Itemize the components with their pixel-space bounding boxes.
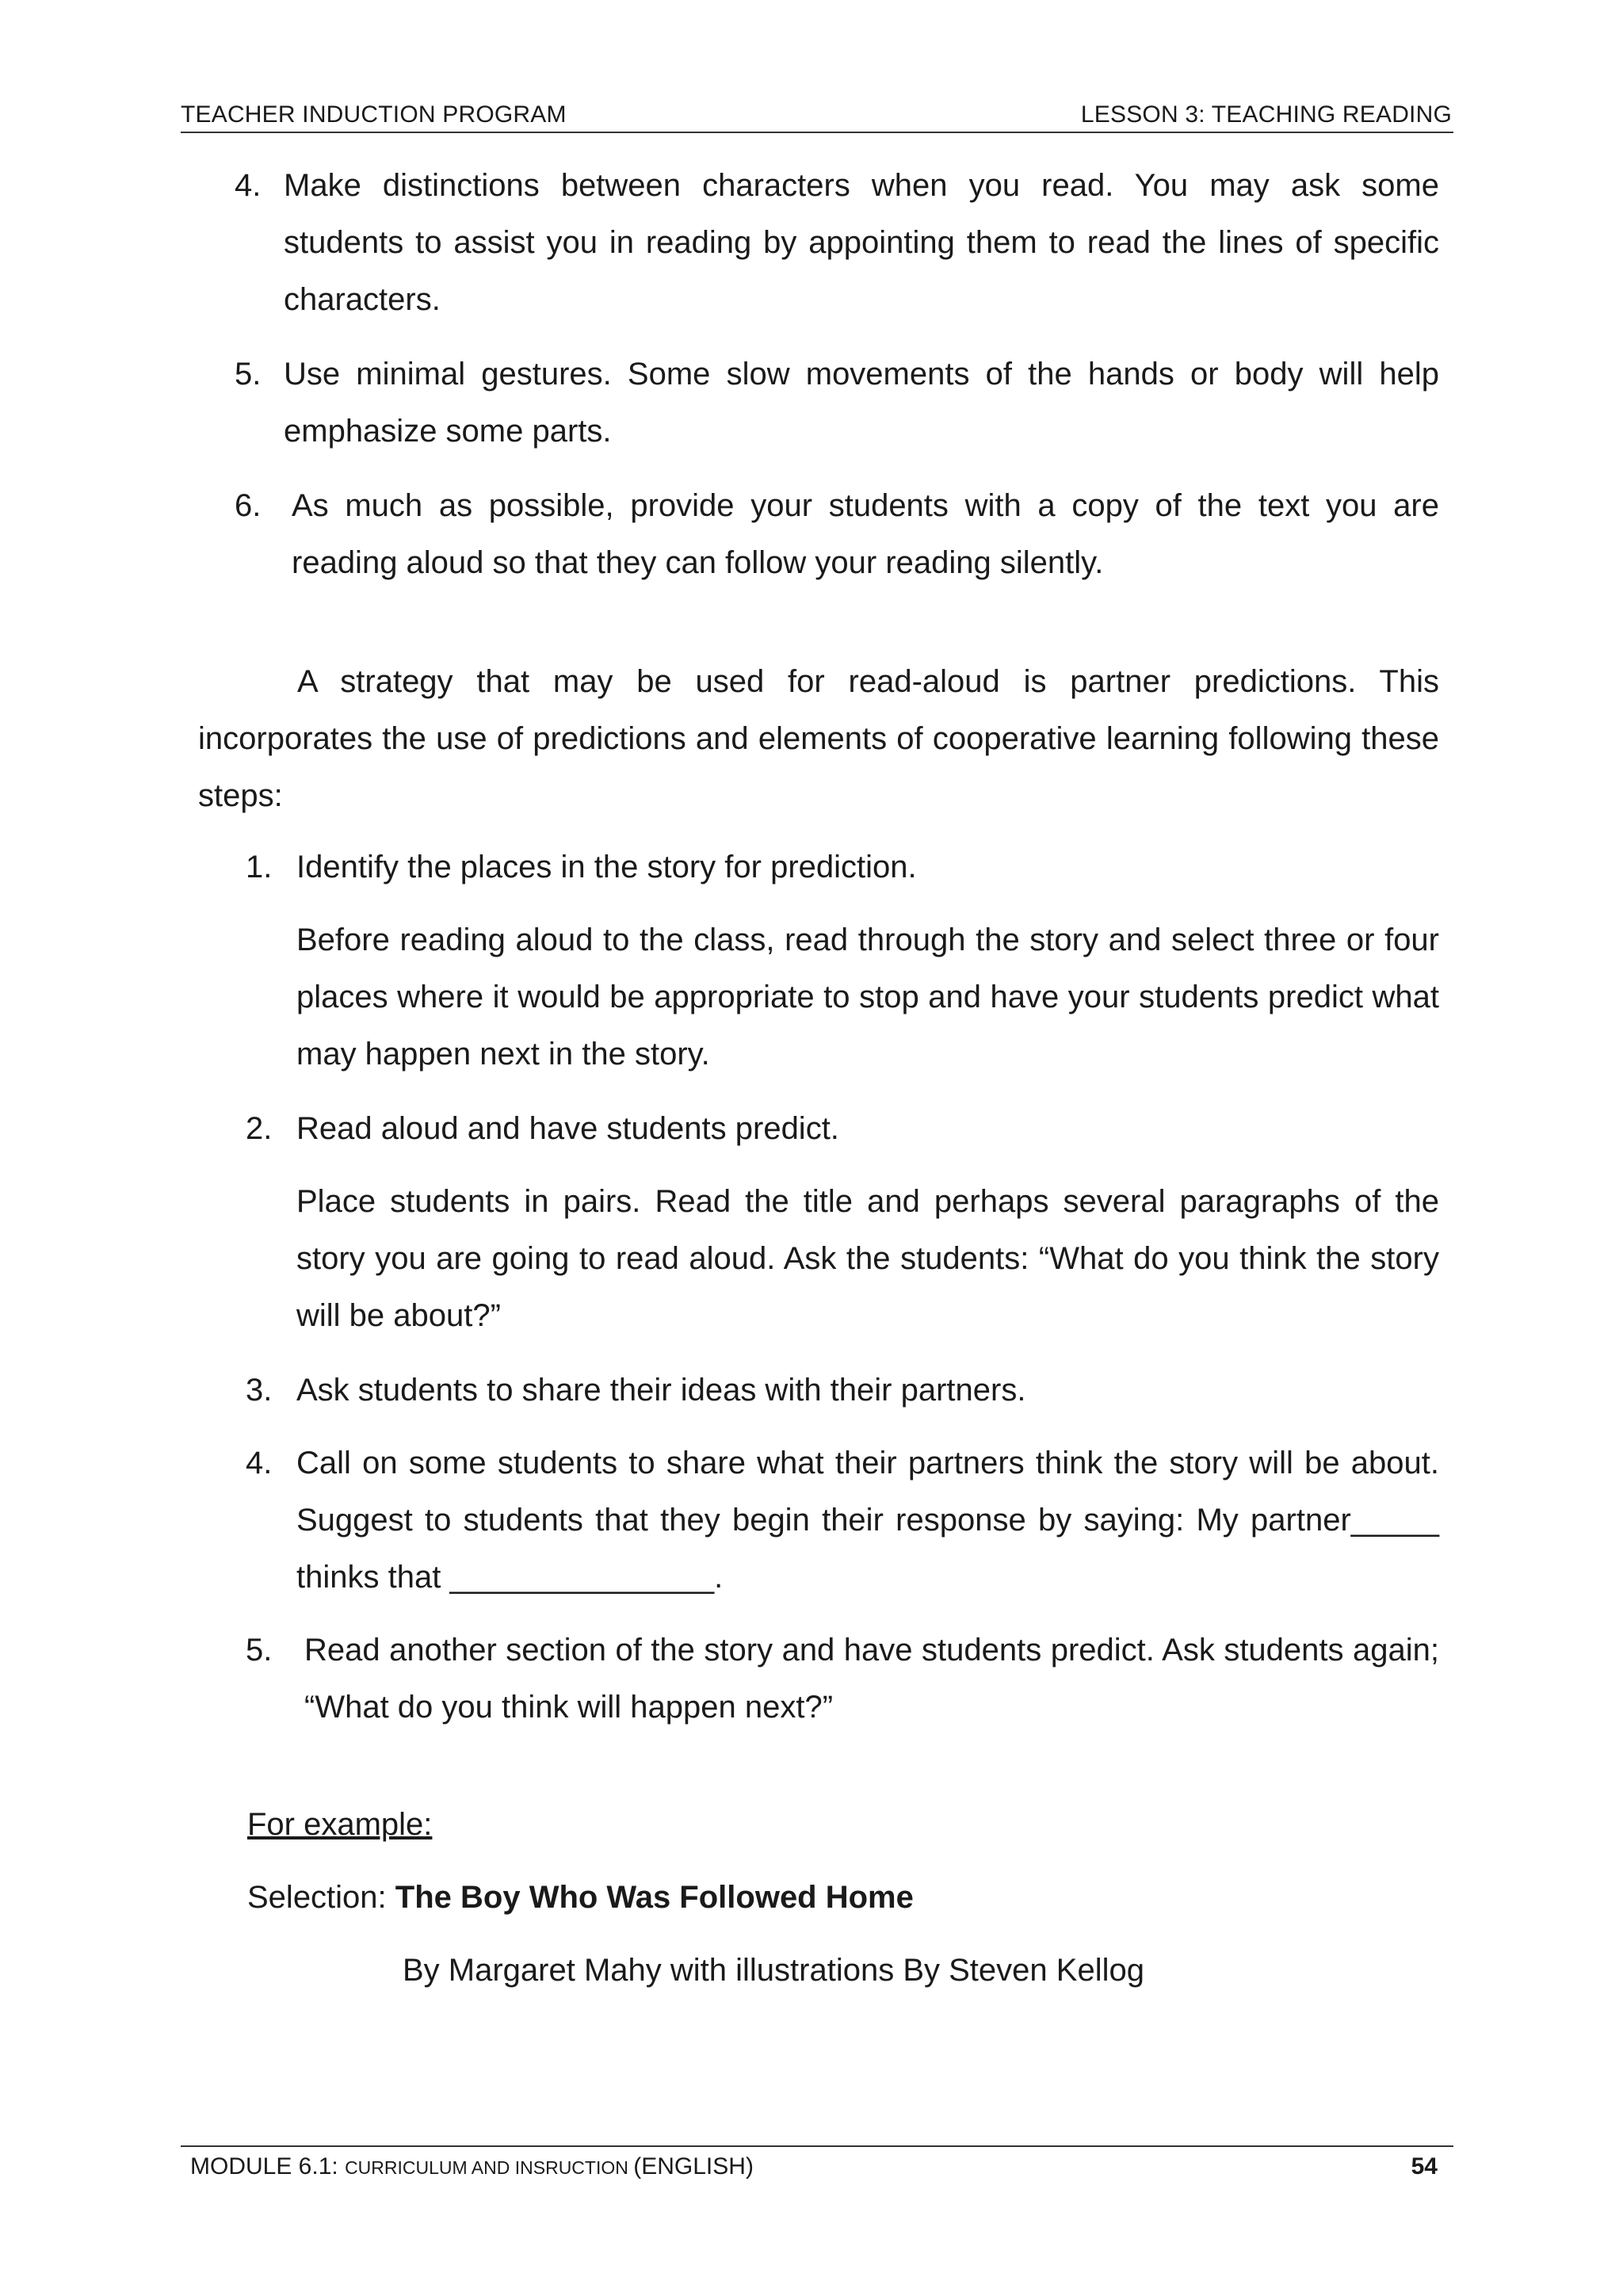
step-item <box>246 839 1439 896</box>
step-detail-text: Place students in pairs. Read the title and perhaps several paragraphs of the story you are going to read aloud. Ask the students: “What do you think the story will be about?” <box>296 1184 1439 1333</box>
step-item <box>246 1435 1439 1606</box>
selection-title: The Boy Who Was Followed Home <box>395 1880 914 1915</box>
step-item <box>246 1100 1439 1157</box>
list-text: Use minimal gestures. Some slow movements of the hands or body will help emphasize some parts. <box>284 357 1439 449</box>
step-text: Identify the places in the story for prediction. <box>296 850 917 884</box>
footer-module-title: CURRICULUM AND INSRUCTION <box>345 2157 634 2178</box>
header-lesson: LESSON 3: TEACHING READING <box>1080 101 1452 128</box>
list-number: 4. <box>235 168 262 203</box>
example-selection <box>247 1869 1436 1926</box>
step-number: 1. <box>246 850 273 884</box>
selection-label: Selection: <box>247 1880 395 1915</box>
list-item <box>235 346 1439 460</box>
step-text: Call on some students to share what their partners think the story will be about. Suggest to students that they begin their response by saying: My partner_____ thinks that _______________. <box>296 1446 1439 1595</box>
example-heading-text: For example: <box>247 1807 433 1842</box>
list-text: As much as possible, provide your students with a copy of the text you are reading aloud so that they can follow your reading silently. <box>292 488 1439 580</box>
step-number: 3. <box>246 1373 273 1408</box>
step-number: 5. <box>246 1633 273 1668</box>
step-detail <box>296 1173 1439 1344</box>
step-number: 4. <box>246 1446 273 1480</box>
example-heading <box>247 1796 881 1853</box>
footer-module-label: MODULE 6.1: <box>190 2153 346 2179</box>
list-number: 6. <box>235 488 262 523</box>
step-item <box>246 1362 1439 1419</box>
step-detail-text: Before reading aloud to the class, read through the story and select three or four places where it would be appropriate to stop and have your students predict what may happen next in the story. <box>296 923 1439 1072</box>
footer-module <box>190 2153 754 2180</box>
list-number: 5. <box>235 357 262 392</box>
page-number: 54 <box>1411 2153 1438 2179</box>
step-number: 2. <box>246 1111 273 1146</box>
intro-paragraph: A strategy that may be used for read-aloud is partner predictions. This incorporates the use of predictions and elements of cooperative learning following these steps: <box>198 664 1439 813</box>
footer-subject: (ENGLISH) <box>633 2153 754 2179</box>
step-item <box>246 1622 1439 1736</box>
step-detail <box>296 911 1439 1083</box>
page-footer <box>181 2145 1453 2187</box>
list-text: Make distinctions between characters when you read. You may ask some students to assist you in reading by appointing them to read the lines of specific characters. <box>284 168 1439 317</box>
step-text: Ask students to share their ideas with their partners. <box>296 1373 1026 1408</box>
page-header <box>181 97 1453 133</box>
example-byline: By Margaret Mahy with illustrations By Steven Kellog <box>403 1953 1144 1988</box>
header-program: TEACHER INDUCTION PROGRAM <box>181 101 567 128</box>
list-item <box>235 477 1439 591</box>
step-text: Read another section of the story and have students predict. Ask students again; “What do you think will happen next?” <box>304 1633 1439 1725</box>
step-text: Read aloud and have students predict. <box>296 1111 839 1146</box>
list-item <box>235 157 1439 328</box>
